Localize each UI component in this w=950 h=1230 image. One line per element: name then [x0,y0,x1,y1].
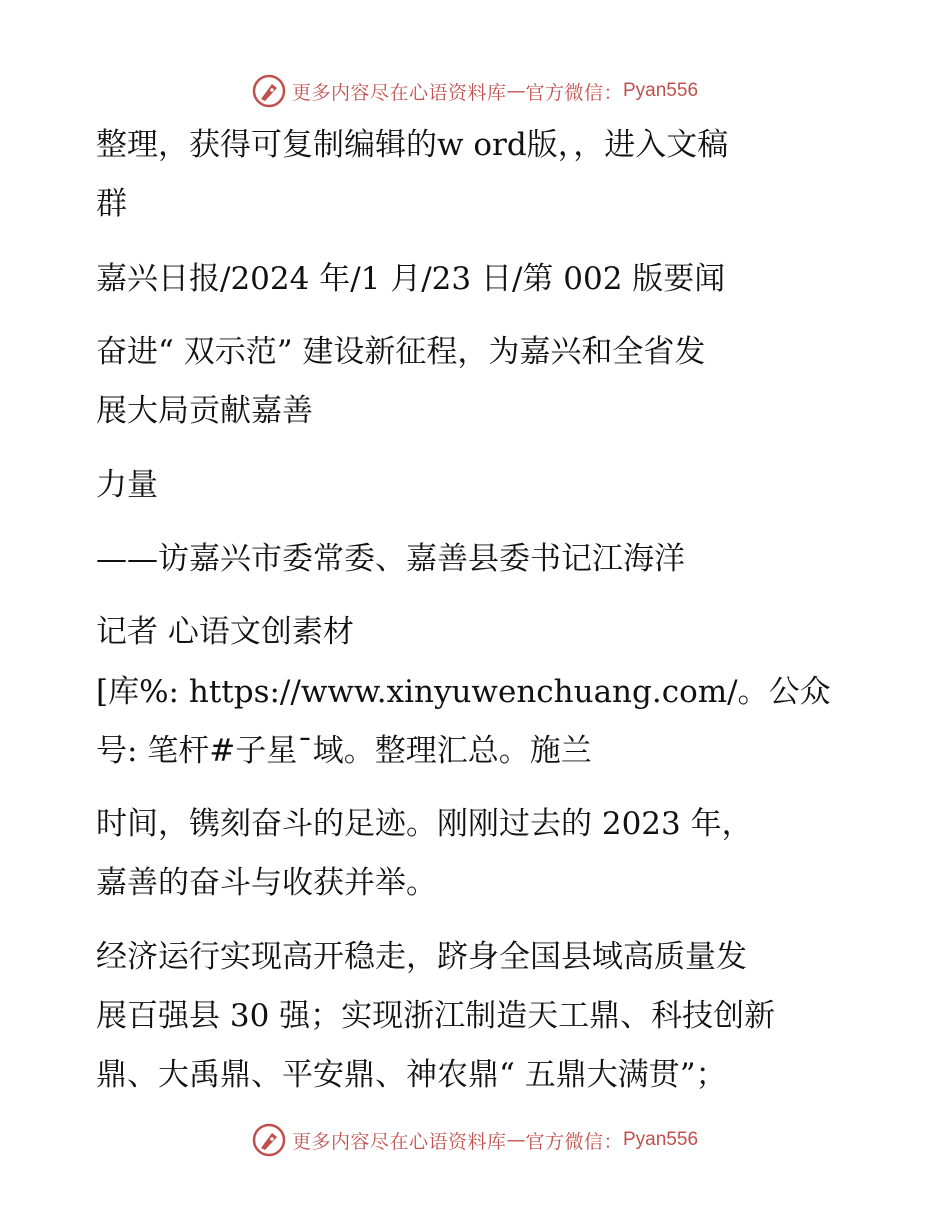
banner-official: 官方微信： [525,1130,623,1153]
text-line: 奋进“ 双示范” 建设新征程，为嘉兴和全省发 [96,334,706,370]
text-line: 群 [96,186,127,222]
text-line: 鼎、大禹鼎、平安鼎、神农鼎“ 五鼎大满贯”； [96,1057,727,1093]
paragraph-headline-cont [96,456,856,515]
text-line: ——访嘉兴市委常委、嘉善县委书记江海洋 [96,541,685,577]
text-line: 嘉善的奋斗与收获并举。 [96,865,437,901]
banner-text: 更多内容尽在心语资料库 [291,81,507,104]
text-line: 时间，镌刻奋斗的足迹。刚刚过去的 2023 年， [96,806,753,842]
banner-official: 官方微信： [525,81,623,104]
banner-handle: Pyan556 [623,1129,699,1150]
banner-separator: — [506,1129,526,1151]
paragraph-source [96,250,856,309]
pen-nib-logo-icon [252,74,286,108]
paragraph-intro [96,116,856,234]
paragraph-reporter [96,603,856,662]
header-watermark-banner [0,71,950,111]
text-line: 经济运行实现高开稳走，跻身全国县域高质量发 [96,939,747,975]
text-line: 嘉兴日报/2024 年/1 月/23 日/第 002 版要闻 [96,261,726,297]
paragraph-subtitle [96,530,856,589]
paragraph-source-link [96,663,856,781]
paragraph-body-2 [96,928,856,1105]
banner-handle: Pyan556 [623,80,699,101]
text-line: 整理，获得可复制编辑的w ord版，，进入文稿 [96,127,729,163]
text-line: 展百强县 30 强；实现浙江制造天工鼎、科技创新 [96,998,776,1034]
text-line: [库%: https://www.xinyuwenchuang.com/。公众 [96,674,831,710]
paragraph-body-1 [96,795,856,913]
banner-text: 更多内容尽在心语资料库 [291,1130,507,1153]
text-line: 号: 笔杆#子星¯域。整理汇总。施兰 [96,733,592,769]
text-line: 记者 心语文创素材 [96,614,354,650]
text-line: 展大局贡献嘉善 [96,393,313,429]
banner-separator: — [506,80,526,102]
paragraph-headline [96,323,856,441]
pen-nib-logo-icon [252,1123,286,1157]
footer-watermark-banner [0,1120,950,1160]
text-line: 力量 [96,467,158,503]
